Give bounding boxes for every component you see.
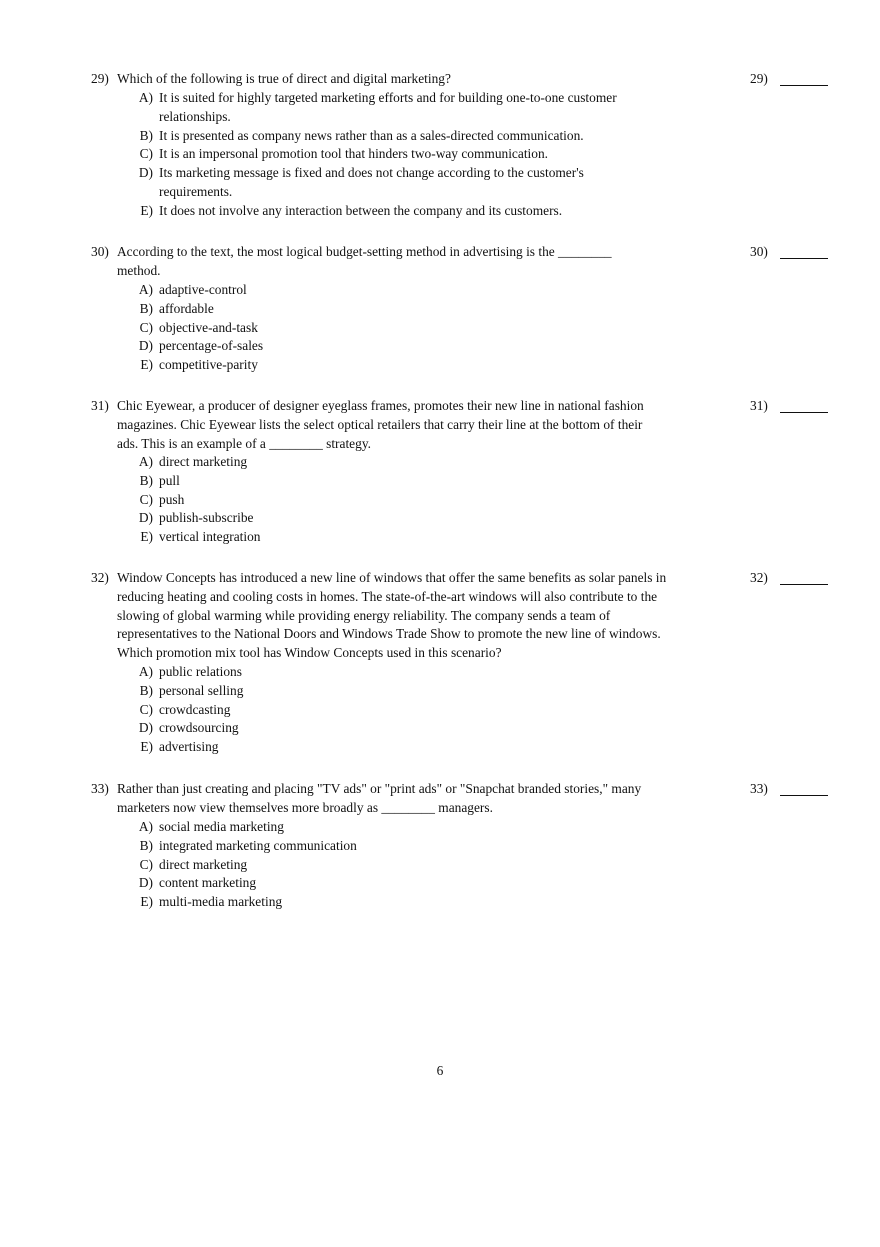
- option-text: It is presented as company news rather than as a sales-directed communication.: [159, 127, 584, 143]
- option-letter: B): [139, 472, 153, 488]
- option-letter: D): [138, 338, 153, 354]
- option-c: [117, 491, 677, 510]
- option-b: [117, 837, 677, 856]
- option-text: direct marketing: [159, 856, 248, 872]
- option-letter: A): [138, 90, 153, 105]
- option-text: adaptive-control: [159, 282, 247, 297]
- answer-blank[interactable]: [780, 584, 828, 585]
- option-text: multi-media marketing: [159, 894, 283, 910]
- option-letter: E): [140, 529, 153, 545]
- option-text: public relations: [159, 664, 242, 679]
- option-c: [117, 319, 677, 338]
- option-text: Its marketing message is fixed and does not change according to the customer's requirements.: [159, 165, 584, 199]
- option-letter: B): [139, 127, 153, 143]
- option-text: It is suited for highly targeted marketing efforts and for building one-to-one customer relationships.: [159, 90, 617, 124]
- option-text: integrated marketing communication: [159, 837, 357, 853]
- option-a: [117, 663, 677, 682]
- option-d: [117, 164, 657, 202]
- option-e: [117, 893, 677, 912]
- option-text: content marketing: [159, 875, 257, 891]
- option-text: It is an impersonal promotion tool that hinders two-way communication.: [159, 146, 549, 162]
- options-list: [117, 281, 677, 375]
- options-list: [117, 89, 657, 221]
- option-text: pull: [159, 472, 180, 488]
- option-letter: C): [139, 856, 153, 872]
- option-text: It does not involve any interaction between the company and its customers.: [159, 202, 563, 218]
- option-text: personal selling: [159, 682, 244, 698]
- question-number: 33): [91, 781, 109, 796]
- option-a: [117, 453, 677, 472]
- option-letter: E): [140, 357, 153, 373]
- answer-label: 30): [750, 244, 768, 259]
- option-c: [117, 701, 677, 720]
- option-text: percentage-of-sales: [159, 338, 264, 354]
- answer-label: 29): [750, 71, 768, 86]
- question-number: 31): [91, 398, 109, 413]
- option-letter: A): [138, 454, 153, 469]
- option-letter: C): [139, 491, 153, 507]
- answer-blank[interactable]: [780, 795, 828, 796]
- option-letter: A): [138, 819, 153, 834]
- answer-label: 32): [750, 570, 768, 585]
- option-text: crowdsourcing: [159, 720, 239, 736]
- question-stem: Which of the following is true of direct and digital marketing?: [117, 71, 451, 86]
- option-d: [117, 337, 677, 356]
- option-text: push: [159, 491, 185, 507]
- option-a: [117, 89, 657, 127]
- option-a: [117, 281, 677, 300]
- question-stem: Chic Eyewear, a producer of designer eyeglass frames, promotes their new line in national fashion magazines. Chic Eyewear lists the select optical retailers that carry their line at the bottom of their ads. This is an example of a ________ strategy.: [117, 398, 644, 451]
- option-letter: D): [138, 510, 153, 526]
- option-text: publish-subscribe: [159, 510, 254, 526]
- question-stem: Rather than just creating and placing "TV ads" or "print ads" or "Snapchat branded stories," many marketers now view themselves more broadly as ________ managers.: [117, 781, 642, 815]
- option-letter: D): [138, 165, 153, 181]
- option-text: objective-and-task: [159, 319, 258, 335]
- option-e: [117, 356, 677, 375]
- options-list: [117, 453, 677, 547]
- option-letter: B): [139, 300, 153, 316]
- question-stem: Window Concepts has introduced a new line of windows that offer the same benefits as solar panels in reducing heating and cooling costs in homes. The state-of-the-art windows will also contribute to the slowing of global warming while providing energy reliability. The company sends a team of representatives to the National Doors and Windows Trade Show to promote the new line of windows. Which promotion mix tool has Window Concepts used in this scenario?: [117, 570, 667, 661]
- question-number: 30): [91, 244, 109, 259]
- option-c: [117, 145, 657, 164]
- option-c: [117, 856, 677, 875]
- option-d: [117, 509, 677, 528]
- option-b: [117, 472, 677, 491]
- option-a: [117, 818, 677, 837]
- option-letter: D): [138, 875, 153, 891]
- option-e: [117, 202, 657, 221]
- question-stem: According to the text, the most logical budget-setting method in advertising is the ________ method.: [117, 244, 612, 278]
- option-text: direct marketing: [159, 454, 248, 469]
- answer-blank[interactable]: [780, 85, 828, 86]
- option-text: social media marketing: [159, 819, 284, 834]
- option-text: vertical integration: [159, 529, 261, 545]
- option-b: [117, 682, 677, 701]
- option-letter: A): [138, 282, 153, 297]
- option-text: affordable: [159, 300, 214, 316]
- option-b: [117, 127, 657, 146]
- option-letter: D): [138, 720, 153, 736]
- answer-blank[interactable]: [780, 412, 828, 413]
- option-d: [117, 719, 677, 738]
- option-text: advertising: [159, 739, 219, 755]
- option-letter: C): [139, 701, 153, 717]
- answer-label: 31): [750, 398, 768, 413]
- option-letter: C): [139, 319, 153, 335]
- option-letter: B): [139, 837, 153, 853]
- option-letter: C): [139, 146, 153, 162]
- option-text: competitive-parity: [159, 357, 258, 373]
- page-number: 6: [436, 1063, 444, 1078]
- option-letter: B): [139, 682, 153, 698]
- option-b: [117, 300, 677, 319]
- answer-blank[interactable]: [780, 258, 828, 259]
- answer-label: 33): [750, 781, 768, 796]
- option-letter: E): [140, 739, 153, 755]
- option-e: [117, 738, 677, 757]
- options-list: [117, 818, 677, 912]
- option-e: [117, 528, 677, 547]
- option-letter: E): [140, 894, 153, 910]
- option-d: [117, 874, 677, 893]
- question-number: 32): [91, 570, 109, 585]
- options-list: [117, 663, 677, 757]
- option-text: crowdcasting: [159, 701, 231, 717]
- option-letter: E): [140, 202, 153, 218]
- question-number: 29): [91, 71, 109, 86]
- option-letter: A): [138, 664, 153, 679]
